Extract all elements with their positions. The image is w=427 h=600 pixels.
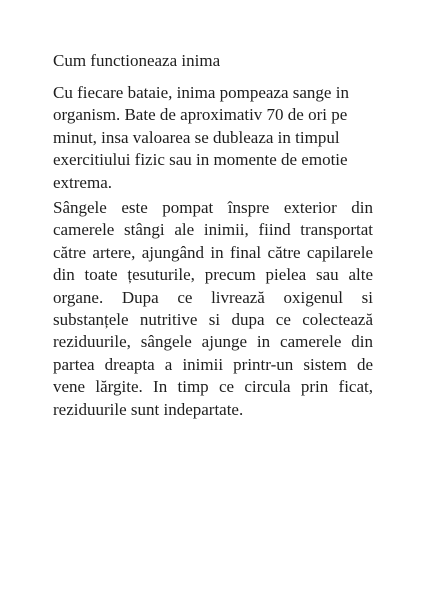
paragraph-blood-circulation: Sângele este pompat înspre exterior din camerele stângi ale inimii, fiind transportat către artere, ajungând in final către capilarele din toate țesuturile, precum pielea sau alte organe. Dupa ce livrează oxigenul si substanțele nutritive si dupa ce colectează reziduurile, sângele ajunge in camerele din partea dreapta a inimii printr-un sistem de vene lărgite. In timp ce circula prin ficat, reziduurile sunt indepartate. xyxy=(53,198,373,419)
paragraph-heart-rate: Cu fiecare bataie, inima pompeaza sange in organism. Bate de aproximativ 70 de ori pe minut, insa valoarea se dubleaza in timpul exercitiului fizic sau in momente de emotie extrema. xyxy=(53,83,349,192)
document-title: Cum functioneaza inima xyxy=(53,51,221,70)
